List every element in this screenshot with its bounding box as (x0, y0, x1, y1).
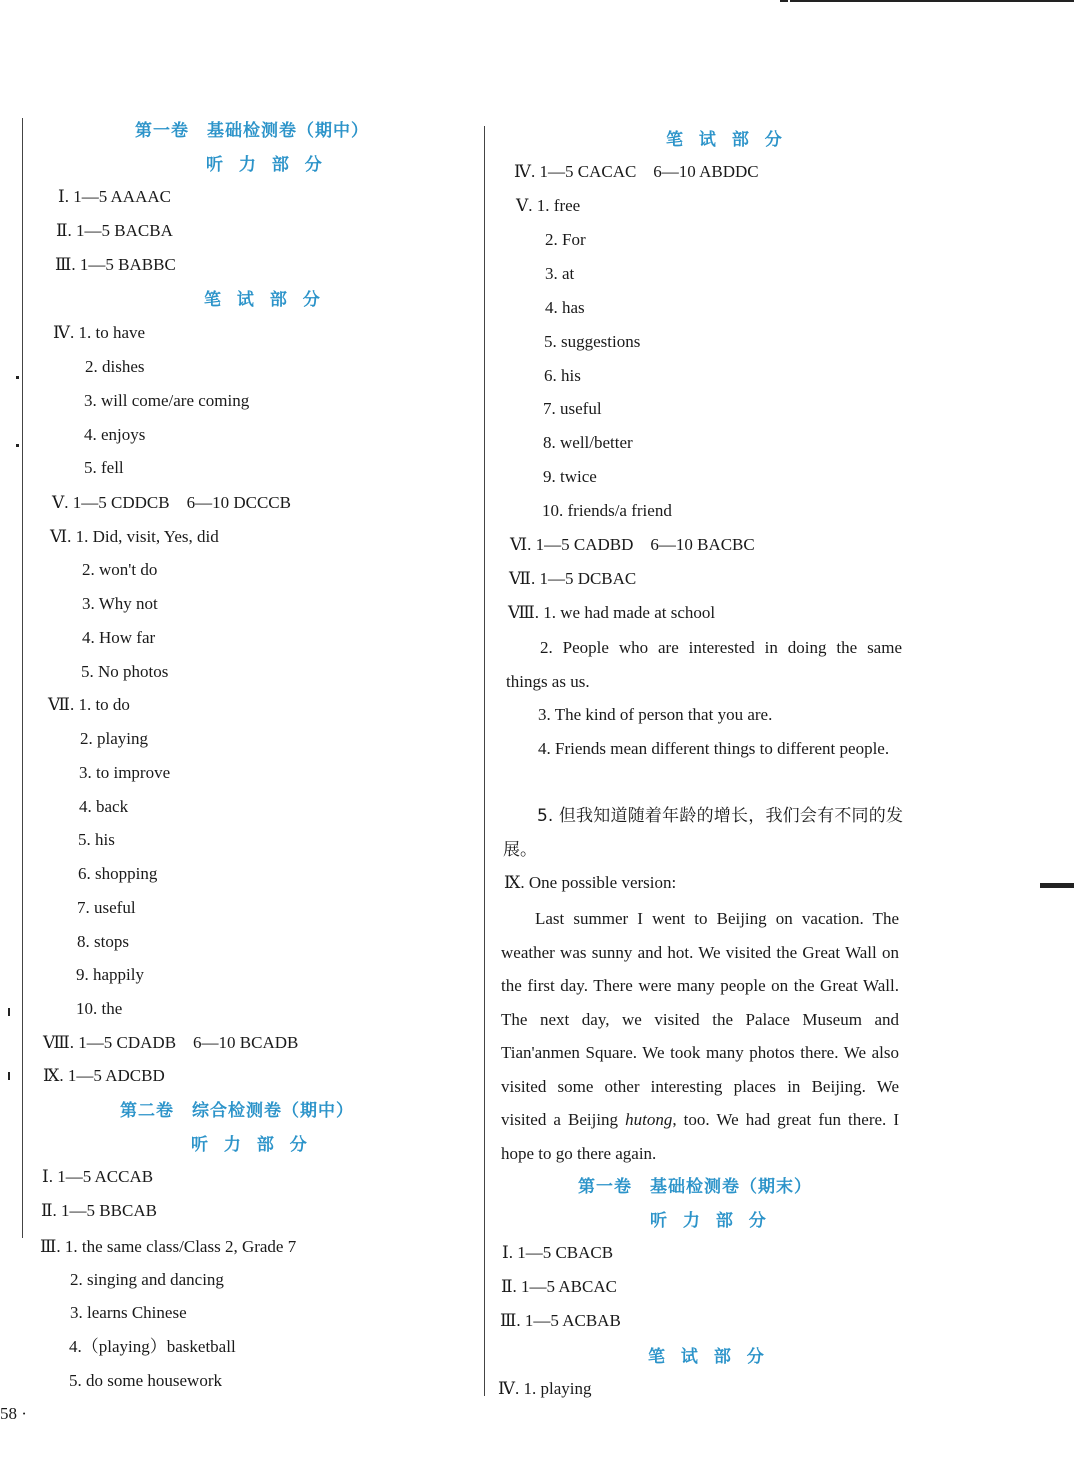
answer-line: 9. happily (76, 965, 144, 984)
section-title-midterm-basic: 第一卷 基础检测卷（期中） (135, 121, 369, 141)
answer-line: 5. fell (84, 458, 124, 477)
answer-paragraph (504, 732, 902, 766)
answer-line: 3. The kind of person that you are. (538, 705, 773, 724)
answer-line: Ⅵ. 1—5 CADBD 6—10 BACBC (510, 535, 755, 554)
answer-line: 6. shopping (78, 864, 158, 883)
essay-text: Last summer I went to Beijing on vacation. The weather was sunny and hot. We visited the Great Wall on the first day. There were many people on the Great Wall. The next day, we visited the Palace Museum and Tian'anmen Square. We took many photos there. We also visited some other interesting places in Beijing. We visited a Beijing (501, 909, 899, 1129)
written-heading: 笔 试 部 分 (648, 1347, 769, 1367)
answer-line: Ⅷ. 1. we had made at school (508, 603, 716, 622)
answer-line: Ⅰ. 1—5 AAAAC (58, 187, 171, 206)
answer-line: Ⅱ. 1—5 BACBA (56, 221, 173, 240)
answer-line: 5. No photos (81, 662, 169, 681)
edge-dot (16, 376, 19, 379)
answer-line: Ⅴ. 1—5 CDDCB 6—10 DCCCB (52, 493, 291, 512)
answer-line: Ⅲ. 1. the same class/Class 2, Grade 7 (40, 1237, 297, 1256)
column-divider-line (484, 126, 485, 1396)
answer-line: Ⅸ. One possible version: (504, 873, 677, 892)
answer-line: 2. playing (80, 729, 148, 748)
answer-line: 4. How far (82, 628, 156, 647)
answer-line: 3. will come/are coming (84, 391, 250, 410)
answer-line: Ⅳ. 1. to have (53, 323, 146, 342)
answer-line: 5. suggestions (544, 332, 641, 351)
answer-text: 4. Friends mean different things to different people. (538, 739, 890, 758)
answer-line: Ⅰ. 1—5 CBACB (502, 1243, 614, 1262)
listening-heading: 听 力 部 分 (650, 1211, 771, 1231)
sample-essay (501, 902, 899, 1170)
answer-line: 2. dishes (85, 357, 145, 376)
answer-line: 8. stops (77, 932, 129, 951)
edge-tick (8, 1008, 10, 1016)
answer-line: Ⅳ. 1. playing (498, 1379, 592, 1398)
answer-paragraph (503, 800, 903, 867)
answer-line: Ⅱ. 1—5 BBCAB (41, 1201, 157, 1220)
page-number: 58 · (0, 1404, 27, 1423)
answer-line: 5. his (78, 830, 115, 849)
answer-line: 3. Why not (82, 594, 158, 613)
answer-line: 2. For (545, 230, 586, 249)
answer-line: 10. the (76, 999, 123, 1018)
answer-text: 2. People who are interested in doing the same things as us. (506, 638, 902, 691)
answer-line: 4. enjoys (84, 425, 146, 444)
answer-line: Ⅶ. 1. to do (48, 695, 130, 714)
written-heading: 笔 试 部 分 (204, 290, 325, 310)
answer-line: 4. back (79, 797, 129, 816)
answer-line: 3. to improve (79, 763, 171, 782)
section-title-midterm-comprehensive: 第二卷 综合检测卷（期中） (120, 1101, 354, 1121)
answer-line: 4. has (545, 298, 585, 317)
edge-tick (8, 1072, 10, 1080)
answer-line: 9. twice (543, 467, 597, 486)
essay-italic-word: hutong (625, 1110, 673, 1129)
answer-text: 5. 但我知道随着年龄的增长，我们会有不同的发展。 (503, 806, 903, 860)
written-heading: 笔 试 部 分 (666, 130, 787, 150)
right-edge-bar (1040, 883, 1074, 888)
listening-heading: 听 力 部 分 (206, 155, 327, 175)
essay-text: , too. We had great fun there. I hope to go there again. (501, 1110, 899, 1163)
answer-line: Ⅶ. 1—5 DCBAC (509, 569, 637, 588)
answer-line: Ⅲ. 1—5 BABBC (55, 255, 176, 274)
answer-line: 7. useful (543, 399, 602, 418)
answer-line: 10. friends/a friend (542, 501, 672, 520)
answer-line: Ⅵ. 1. Did, visit, Yes, did (50, 527, 219, 546)
top-rule-tick (780, 0, 788, 2)
listening-heading: 听 力 部 分 (191, 1135, 312, 1155)
answer-line: Ⅷ. 1—5 CDADB 6—10 BCADB (43, 1033, 299, 1052)
edge-dot (16, 444, 19, 447)
answer-line: Ⅴ. 1. free (516, 196, 581, 215)
answer-line: 3. at (545, 264, 575, 283)
answer-line: Ⅰ. 1—5 ACCAB (42, 1167, 154, 1186)
answer-line: 6. his (544, 366, 581, 385)
answer-line: Ⅲ. 1—5 ACBAB (500, 1311, 621, 1330)
answer-line: 8. well/better (543, 433, 633, 452)
top-rule (790, 0, 1074, 2)
answer-paragraph (506, 631, 902, 698)
answer-line: 4.（playing）basketball (69, 1337, 236, 1356)
answer-line: 3. learns Chinese (70, 1303, 187, 1322)
answer-line: Ⅸ. 1—5 ADCBD (43, 1066, 165, 1085)
answer-line: Ⅳ. 1—5 CACAC 6—10 ABDDC (514, 162, 759, 181)
left-margin-line (22, 118, 23, 1238)
answer-line: 7. useful (77, 898, 136, 917)
answer-line: 2. singing and dancing (70, 1270, 224, 1289)
answer-line: Ⅱ. 1—5 ABCAC (501, 1277, 617, 1296)
section-title-final-basic: 第一卷 基础检测卷（期末） (578, 1177, 812, 1197)
answer-line: 2. won't do (82, 560, 158, 579)
answer-line: 5. do some housework (69, 1371, 222, 1390)
